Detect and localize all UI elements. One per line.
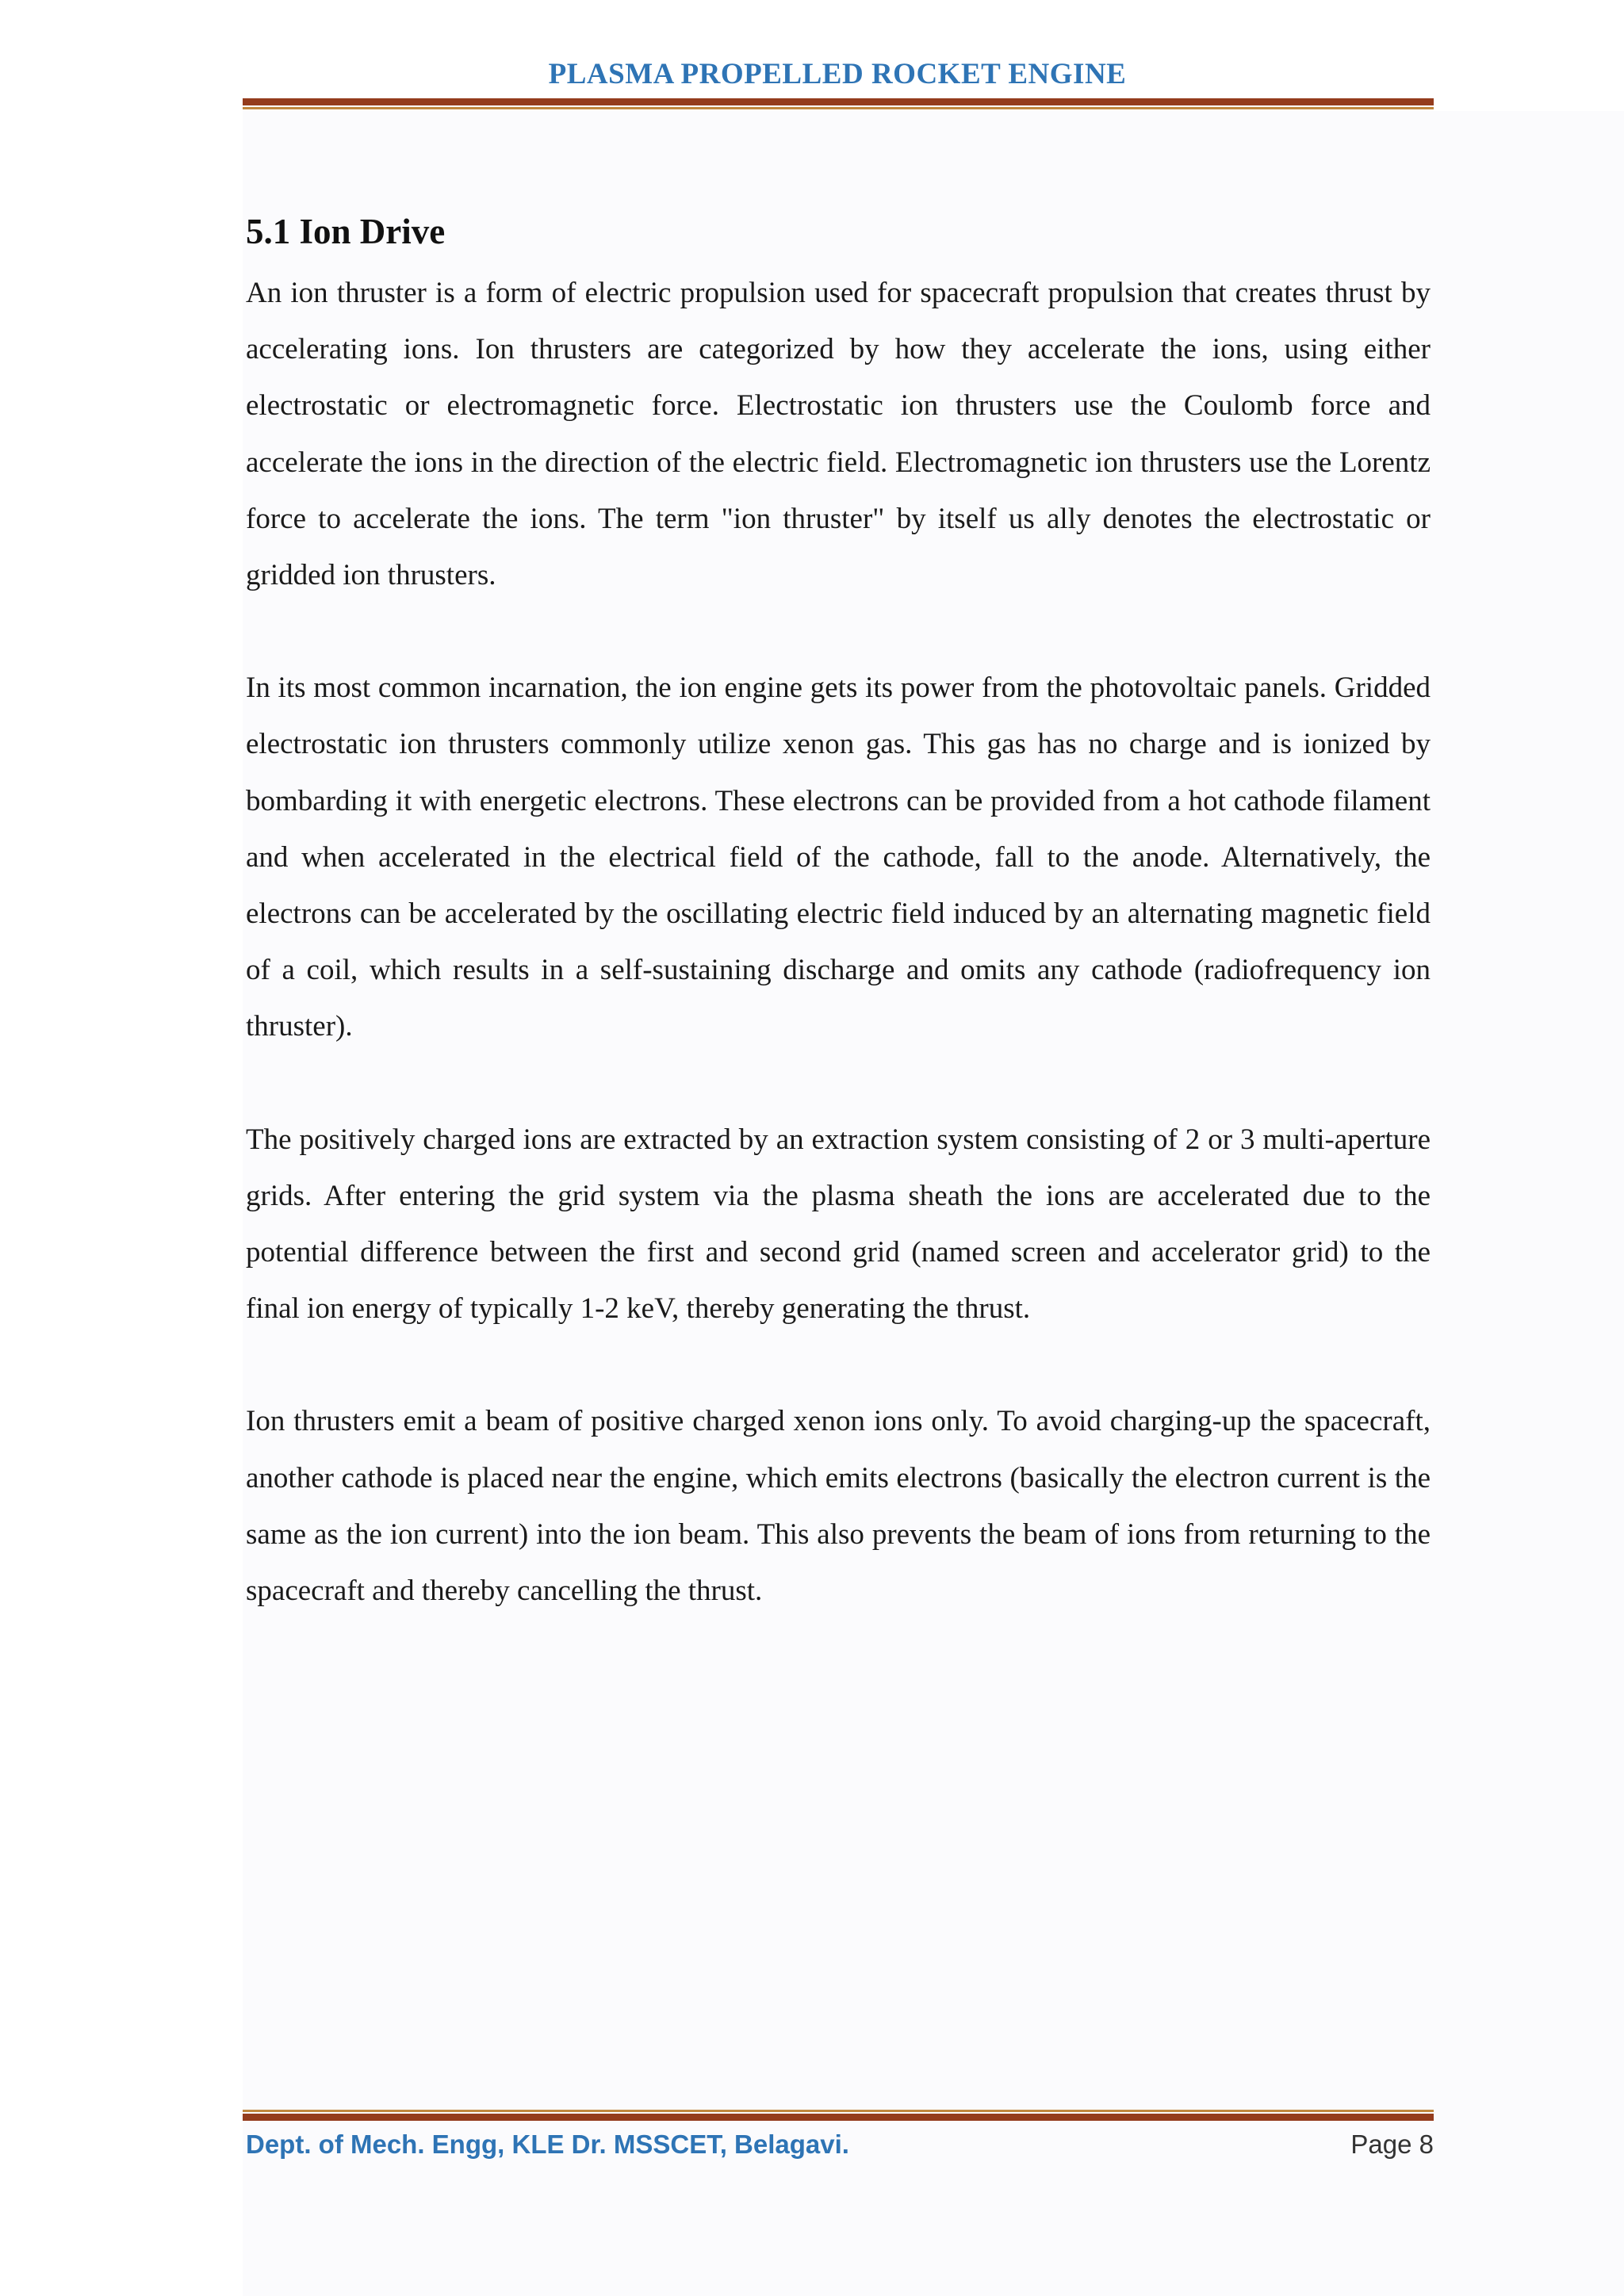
paragraph-ion-engine-power: In its most common incarnation, the ion engine gets its power from the photovoltaic panels. Gridded electrostatic ion thrusters commonly utilize xenon gas. This gas has no charge and is ionized by bombarding it with energetic electrons. These electrons can be provided from a hot cathode filament and when accelerated in the electrical field of the cathode, fall to the anode. Alternatively, the electrons can be accelerated by the oscillating electric field induced by an alternating magnetic field of a coil, which results in a self-sustaining discharge and omits any cathode (radiofrequency ion thruster). <box>246 672 1431 1043</box>
paragraph-beam-neutralization: Ion thrusters emit a beam of positive charged xenon ions only. To avoid charging-up the spacecraft, another cathode is placed near the engine, which emits electrons (basically the electron current is the same as the ion current) into the ion beam. This also prevents the beam of ions from returning to the spacecraft and thereby cancelling the thrust. <box>246 1405 1431 1608</box>
running-header-title: PLASMA PROPELLED ROCKET ENGINE <box>548 58 1127 90</box>
footer-department: Dept. of Mech. Engg, KLE Dr. MSSCET, Belagavi. <box>246 2130 849 2159</box>
paragraph-ion-extraction: The positively charged ions are extracted by an extraction system consisting of 2 or 3 multi-aperture grids. After entering the grid system via the plasma sheath the ions are accelerated due to the potential difference between the first and second grid (named screen and accelerator grid) to the final ion energy of typically 1-2 keV, thereby generating the thrust. <box>246 1123 1431 1326</box>
section-heading: 5.1 Ion Drive <box>246 212 446 251</box>
header-divider <box>243 98 1434 109</box>
footer-divider <box>243 2110 1434 2121</box>
footer-page-number: Page 8 <box>1350 2130 1434 2159</box>
paragraph-ion-thruster-intro: An ion thruster is a form of electric propulsion used for spacecraft propulsion that creates thrust by accelerating ions. Ion thrusters are categorized by how they accelerate the ions, using either electrostatic or electromagnetic force. Electrostatic ion thrusters use the Coulomb force and accelerate the ions in the direction of the electric field. Electromagnetic ion thrusters use the Lorentz force to accelerate the ions. The term "ion thruster" by itself us ally denotes the electrostatic or gridded ion thrusters. <box>246 277 1431 592</box>
main-content <box>246 208 1431 1619</box>
